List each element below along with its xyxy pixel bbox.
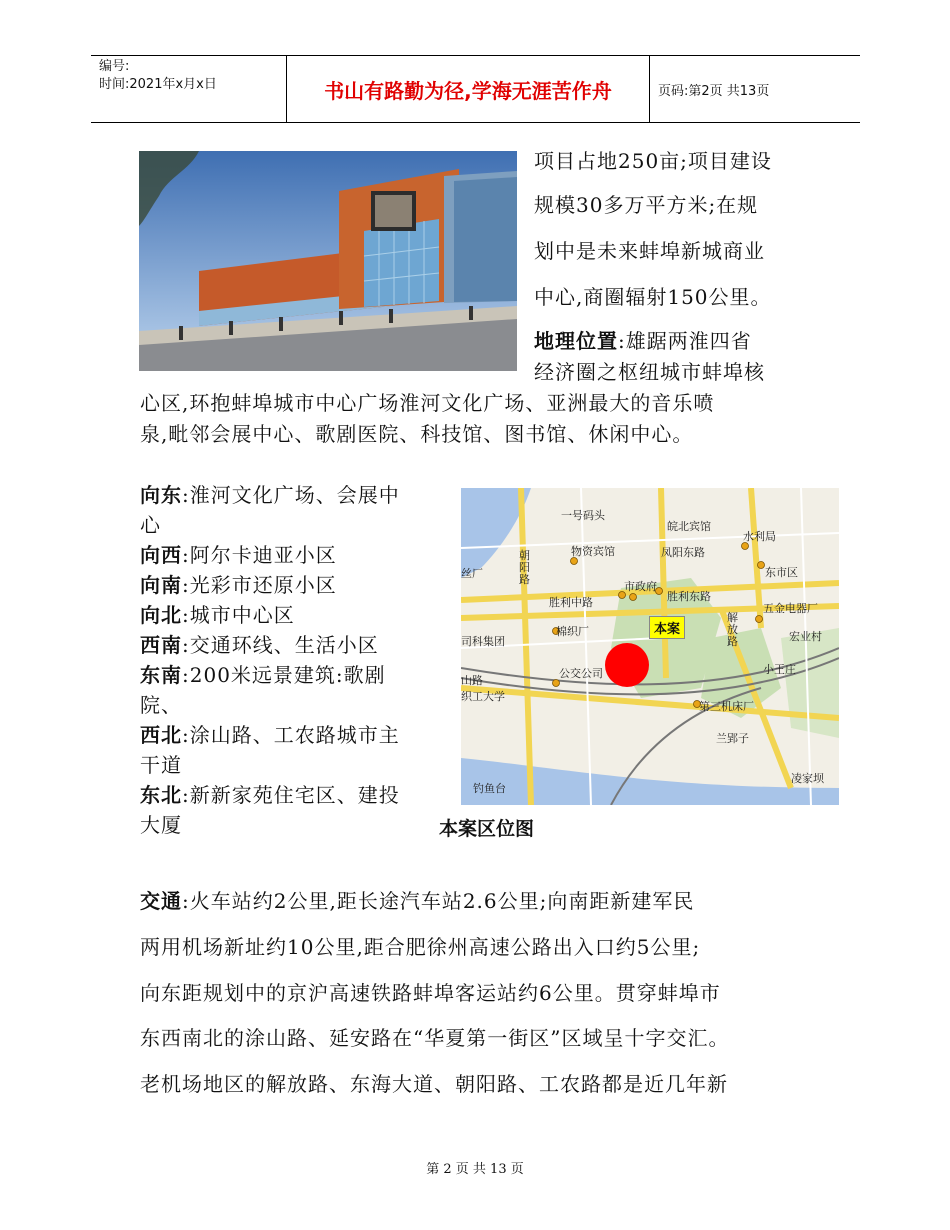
traffic-line: 向东距规划中的京沪高速铁路蚌埠客运站约6公里。贯穿蚌埠市 <box>140 981 721 1005</box>
intro-line: 规模30多万平方米;在规 <box>534 193 759 217</box>
location-line: 经济圈之枢纽城市蚌埠核 <box>534 360 765 384</box>
intro-line: 划中是未来蚌埠新城商业 <box>534 239 765 263</box>
direction-label: 向东 <box>140 483 182 507</box>
direction-label: 向北 <box>140 603 182 627</box>
map-label: 钓鱼台 <box>473 782 506 795</box>
location-text: :雄踞两淮四省 <box>618 329 752 353</box>
direction-northeast <box>140 779 400 808</box>
project-label: 本案 <box>649 616 685 639</box>
traffic-text: :火车站约2公里,距长途汽车站2.6公里;向南距新建军民 <box>182 889 695 913</box>
location-map <box>461 488 839 805</box>
location-line: 泉,毗邻会展中心、歌剧医院、科技馆、图书馆、休闲中心。 <box>140 422 694 446</box>
location-line: 心区,环抱蚌埠城市中心广场淮河文化广场、亚洲最大的音乐喷 <box>140 391 715 415</box>
map-label: 丝厂 <box>461 567 483 580</box>
map-label: 公交公司 <box>559 667 603 680</box>
map-label: 胜利中路 <box>549 596 593 609</box>
direction-text: :阿尔卡迪亚小区 <box>182 543 337 567</box>
direction-text: 心 <box>140 513 161 537</box>
header-meta <box>91 56 286 122</box>
map-label: 一号码头 <box>561 509 605 522</box>
mall-rendering-image <box>139 151 517 371</box>
map-label: 棉织厂 <box>556 625 589 638</box>
time-label: 时间:2021年x月x日 <box>99 77 217 92</box>
map-label: 解放路 <box>727 611 738 648</box>
map-label: 东市区 <box>765 566 798 579</box>
direction-text: :淮河文化广场、会展中 <box>182 483 400 507</box>
direction-text: :涂山路、工农路城市主 <box>182 723 400 747</box>
number-label: 编号: <box>99 59 130 74</box>
map-label: 朝阳路 <box>519 549 530 586</box>
direction-southwest <box>140 629 379 658</box>
direction-text: 大厦 <box>140 813 182 837</box>
map-label: 凌家坝 <box>791 772 824 785</box>
map-label: 凤阳东路 <box>661 546 705 559</box>
direction-text: :新新家苑住宅区、建投 <box>182 783 400 807</box>
map-label: 山路 <box>461 674 483 687</box>
map-label: 胜利东路 <box>667 590 711 603</box>
traffic-first-line <box>140 885 694 914</box>
direction-label: 东南 <box>140 663 182 687</box>
direction-text: :城市中心区 <box>182 603 295 627</box>
direction-text: :200米远景建筑:歌剧 <box>182 663 386 687</box>
map-label: 小王庄 <box>763 663 796 676</box>
map-caption: 本案区位图 <box>439 818 535 840</box>
map-label: 水利局 <box>743 530 776 543</box>
direction-text: 院、 <box>140 693 182 717</box>
direction-label: 西南 <box>140 633 182 657</box>
traffic-line: 两用机场新址约10公里,距合肥徐州高速公路出入口约5公里; <box>140 935 701 959</box>
direction-text: 干道 <box>140 753 182 777</box>
map-label: 司科集团 <box>461 635 505 648</box>
direction-south <box>140 569 337 598</box>
map-label: 第三机床厂 <box>699 700 754 713</box>
direction-label: 向西 <box>140 543 182 567</box>
map-label: 织工大学 <box>461 690 505 703</box>
location-label: 地理位置 <box>534 329 618 353</box>
traffic-label: 交通 <box>140 889 182 913</box>
page-header <box>91 55 860 123</box>
header-page-info: 页码:第2页 共13页 <box>658 83 770 99</box>
map-label: 皖北宾馆 <box>667 520 711 533</box>
direction-southeast <box>140 659 386 688</box>
project-marker <box>605 643 649 687</box>
location-first-line <box>534 325 752 354</box>
direction-east <box>140 479 400 508</box>
direction-label: 西北 <box>140 723 182 747</box>
map-label: 物资宾馆 <box>571 545 615 558</box>
direction-text: :光彩市还原小区 <box>182 573 337 597</box>
direction-label: 向南 <box>140 573 182 597</box>
intro-line: 项目占地250亩;项目建设 <box>534 149 772 173</box>
page-footer: 第 2 页 共 13 页 <box>426 1162 524 1177</box>
direction-northwest <box>140 719 400 748</box>
direction-text: :交通环线、生活小区 <box>182 633 379 657</box>
map-label: 市政府 <box>624 580 657 593</box>
header-motto: 书山有路勤为径,学海无涯苦作舟 <box>286 56 650 122</box>
traffic-line: 老机场地区的解放路、东海大道、朝阳路、工农路都是近几年新 <box>140 1072 728 1096</box>
map-label: 宏业村 <box>789 630 822 643</box>
direction-label: 东北 <box>140 783 182 807</box>
map-label: 兰郢子 <box>716 732 749 745</box>
map-label: 五金电器厂 <box>763 602 818 615</box>
direction-west <box>140 539 337 568</box>
direction-north <box>140 599 295 628</box>
intro-line: 中心,商圈辐射150公里。 <box>534 285 772 309</box>
traffic-line: 东西南北的涂山路、延安路在“华夏第一街区”区域呈十字交汇。 <box>140 1026 730 1050</box>
